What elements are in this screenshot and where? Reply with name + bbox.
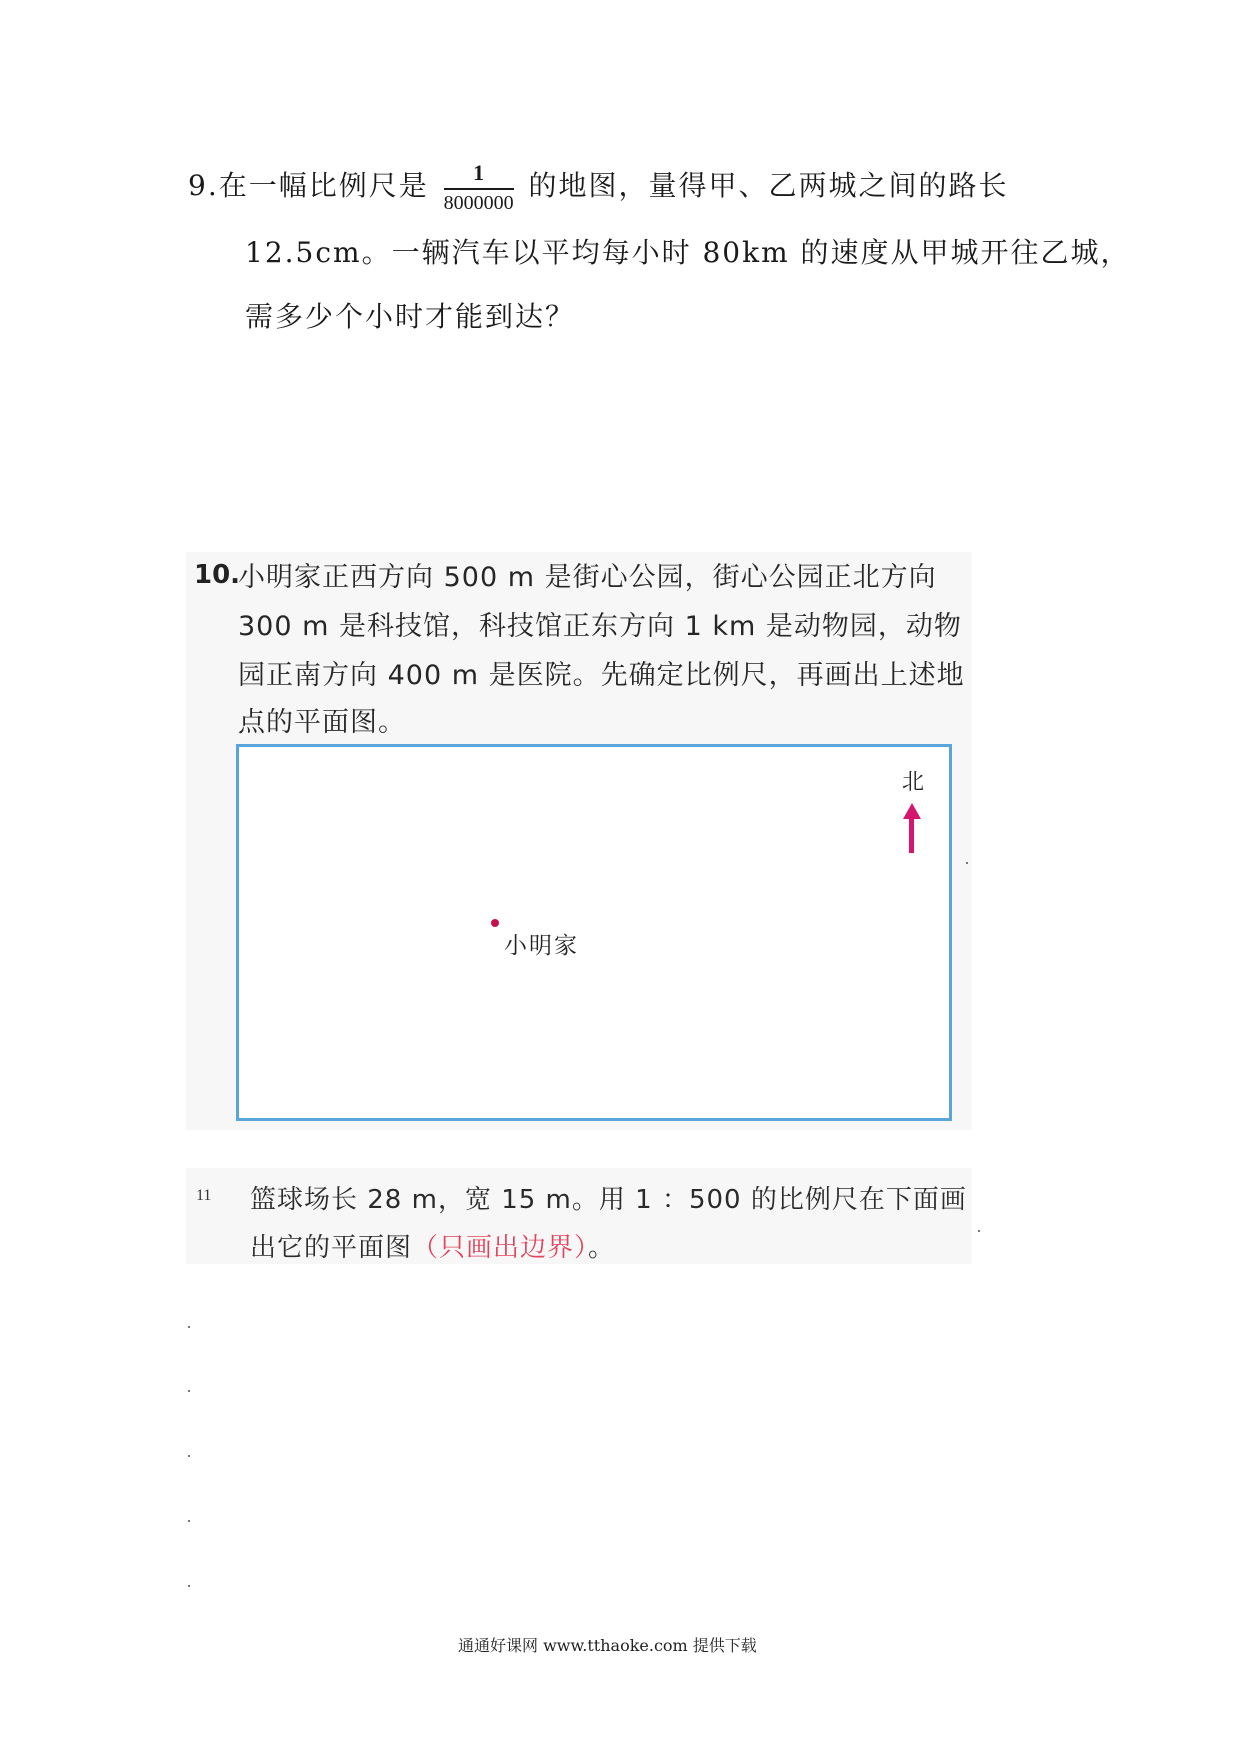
scan-speck — [188, 1390, 190, 1392]
q11-line-2 — [250, 1224, 615, 1272]
q10-line-1: 小明家正西方向 500 m 是街心公园，街心公园正北方向 — [238, 562, 937, 593]
north-arrow-icon — [903, 803, 921, 853]
north-arrow-head — [903, 803, 921, 819]
q10-number: 10. — [194, 560, 241, 590]
q11-number: 11 — [196, 1187, 212, 1204]
scan-speck — [978, 1230, 980, 1232]
scale-fraction — [444, 160, 514, 215]
scan-speck — [966, 862, 968, 864]
q11-line-1: 篮球场长 28 m，宽 15 m。用 1 ：500 的比例尺在下面画 — [250, 1185, 967, 1215]
q10-line-3: 园正南方向 400 m 是医院。先确定比例尺，再画出上述地 — [238, 660, 965, 691]
fraction-denominator: 8000000 — [443, 192, 514, 214]
q9-line-1-before: 在一幅比例尺是 — [218, 169, 429, 202]
north-label: 北 — [902, 770, 925, 795]
q11-line-2-after: 。 — [588, 1233, 616, 1263]
fraction-numerator: 1 — [444, 160, 514, 190]
map-drawing-area[interactable] — [236, 744, 952, 1121]
q9-line-1 — [188, 160, 1009, 215]
q9-line-2: 12.5cm。一辆汽车以平均每小时 80km 的速度从甲城开往乙城， — [245, 236, 1131, 269]
q9-line-1-after: 的地图，量得甲、乙两城之间的路长 — [528, 169, 1009, 202]
q11-line-2-before: 出它的平面图 — [250, 1233, 413, 1263]
q10-line-4: 点的平面图。 — [238, 707, 406, 738]
north-arrow-shaft — [909, 819, 914, 853]
home-label: 小明家 — [504, 933, 579, 959]
q9-line-3: 需多少个小时才能到达？ — [245, 300, 576, 333]
scan-speck — [188, 1455, 190, 1457]
footer-credit: 通通好课网 www.tthaoke.com 提供下载 — [458, 1636, 757, 1655]
q9-number: 9. — [188, 169, 219, 202]
q10-line-2: 300 m 是科技馆，科技馆正东方向 1 km 是动物园，动物 — [238, 611, 962, 642]
home-location-dot — [491, 919, 499, 927]
scan-speck — [188, 1520, 190, 1522]
q11-boundary-note: （只画出边界） — [412, 1233, 589, 1263]
scan-speck — [188, 1326, 190, 1328]
scan-speck — [188, 1585, 190, 1587]
